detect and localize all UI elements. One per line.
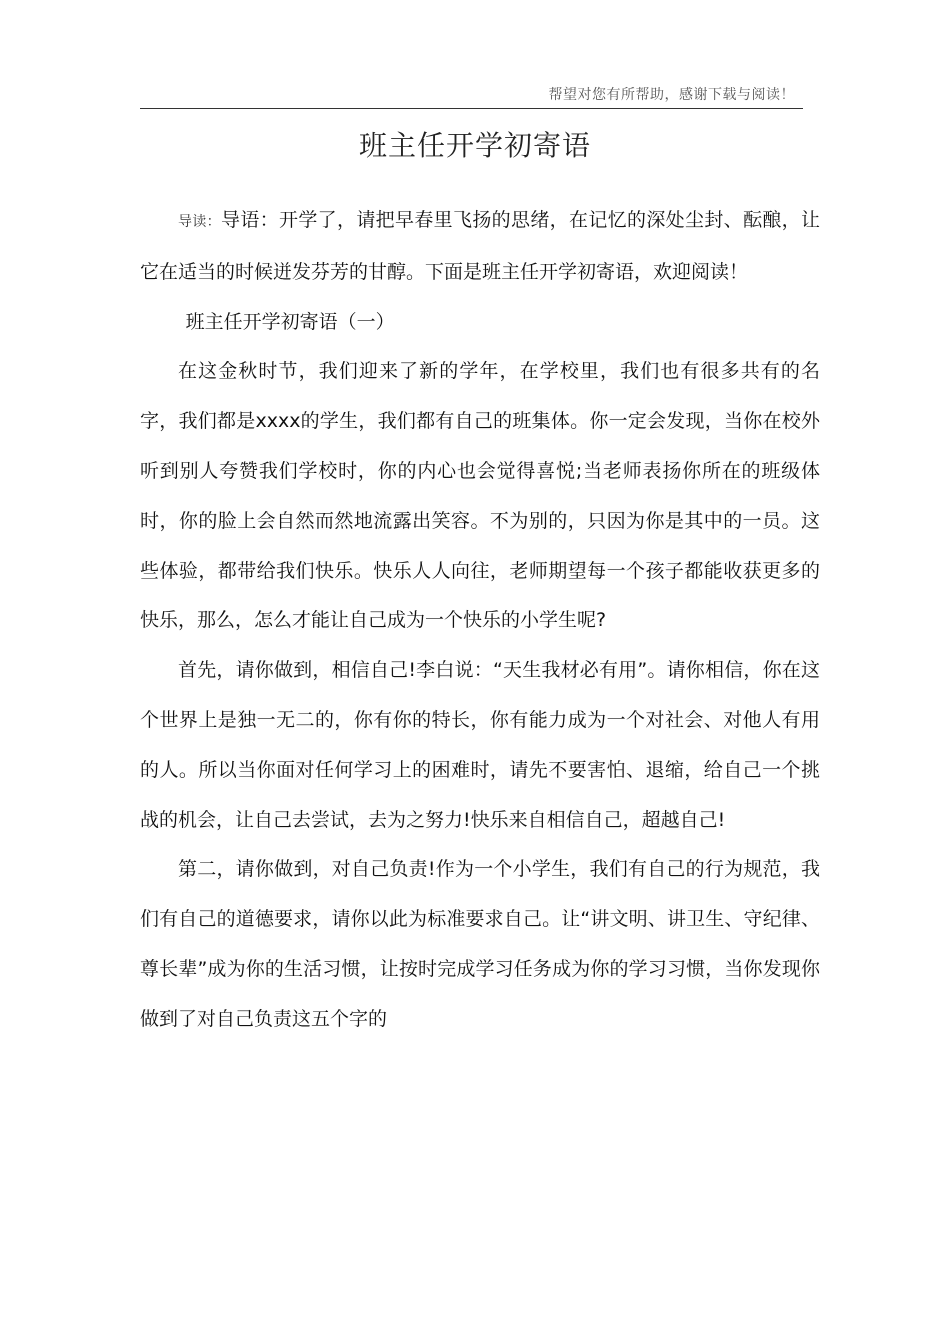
- body-paragraph: 首先，请你做到，相信自己!李白说：“天生我材必有用”。请你相信，你在这个世界上是独一无二的，你有你的特长，你有能力成为一个对社会、对他人有用的人。所以当你面对任何学习上的困难时，请先不要害怕、退缩，给自己一个挑战的机会，让自己去尝试，去为之努力!快乐来自相信自己，超越自己!: [140, 659, 820, 831]
- lead-text: 导语：开学了，请把早春里飞扬的思绪，在记忆的深处尘封、酝酿，让它在适当的时候迸发芬芳的甘醇。下面是班主任开学初寄语，欢迎阅读！: [140, 209, 820, 283]
- body-paragraph: 第二，请你做到，对自己负责!作为一个小学生，我们有自己的行为规范，我们有自己的道德要求，请你以此为标准要求自己。让“讲文明、讲卫生、守纪律、尊长辈”成为你的生活习惯，让按时完成学习任务成为你的学习习惯，当你发现你做到了对自己负责这五个字的: [140, 858, 820, 1030]
- lead-paragraph: [140, 196, 820, 298]
- page-title: 班主任开学初寄语: [358, 129, 591, 162]
- header-note: 帮望对您有所帮助，感谢下载与阅读！: [548, 87, 795, 103]
- document-body: [140, 196, 820, 1045]
- lead-label: 导读：: [178, 214, 221, 230]
- body-paragraph: 在这金秋时节，我们迎来了新的学年，在学校里，我们也有很多共有的名字，我们都是xxxx的学生，我们都有自己的班集体。你一定会发现，当你在校外听到别人夸赞我们学校时，你的内心也会觉得喜悦;当老师表扬你所在的班级体时，你的脸上会自然而然地流露出笑容。不为别的，只因为你是其中的一员。这些体验，都带给我们快乐。快乐人人向往，老师期望每一个孩子都能收获更多的快乐，那么，怎么才能让自己成为一个快乐的小学生呢?: [140, 360, 820, 632]
- header-divider: [140, 108, 803, 109]
- section-heading: 班主任开学初寄语（一）: [185, 310, 395, 333]
